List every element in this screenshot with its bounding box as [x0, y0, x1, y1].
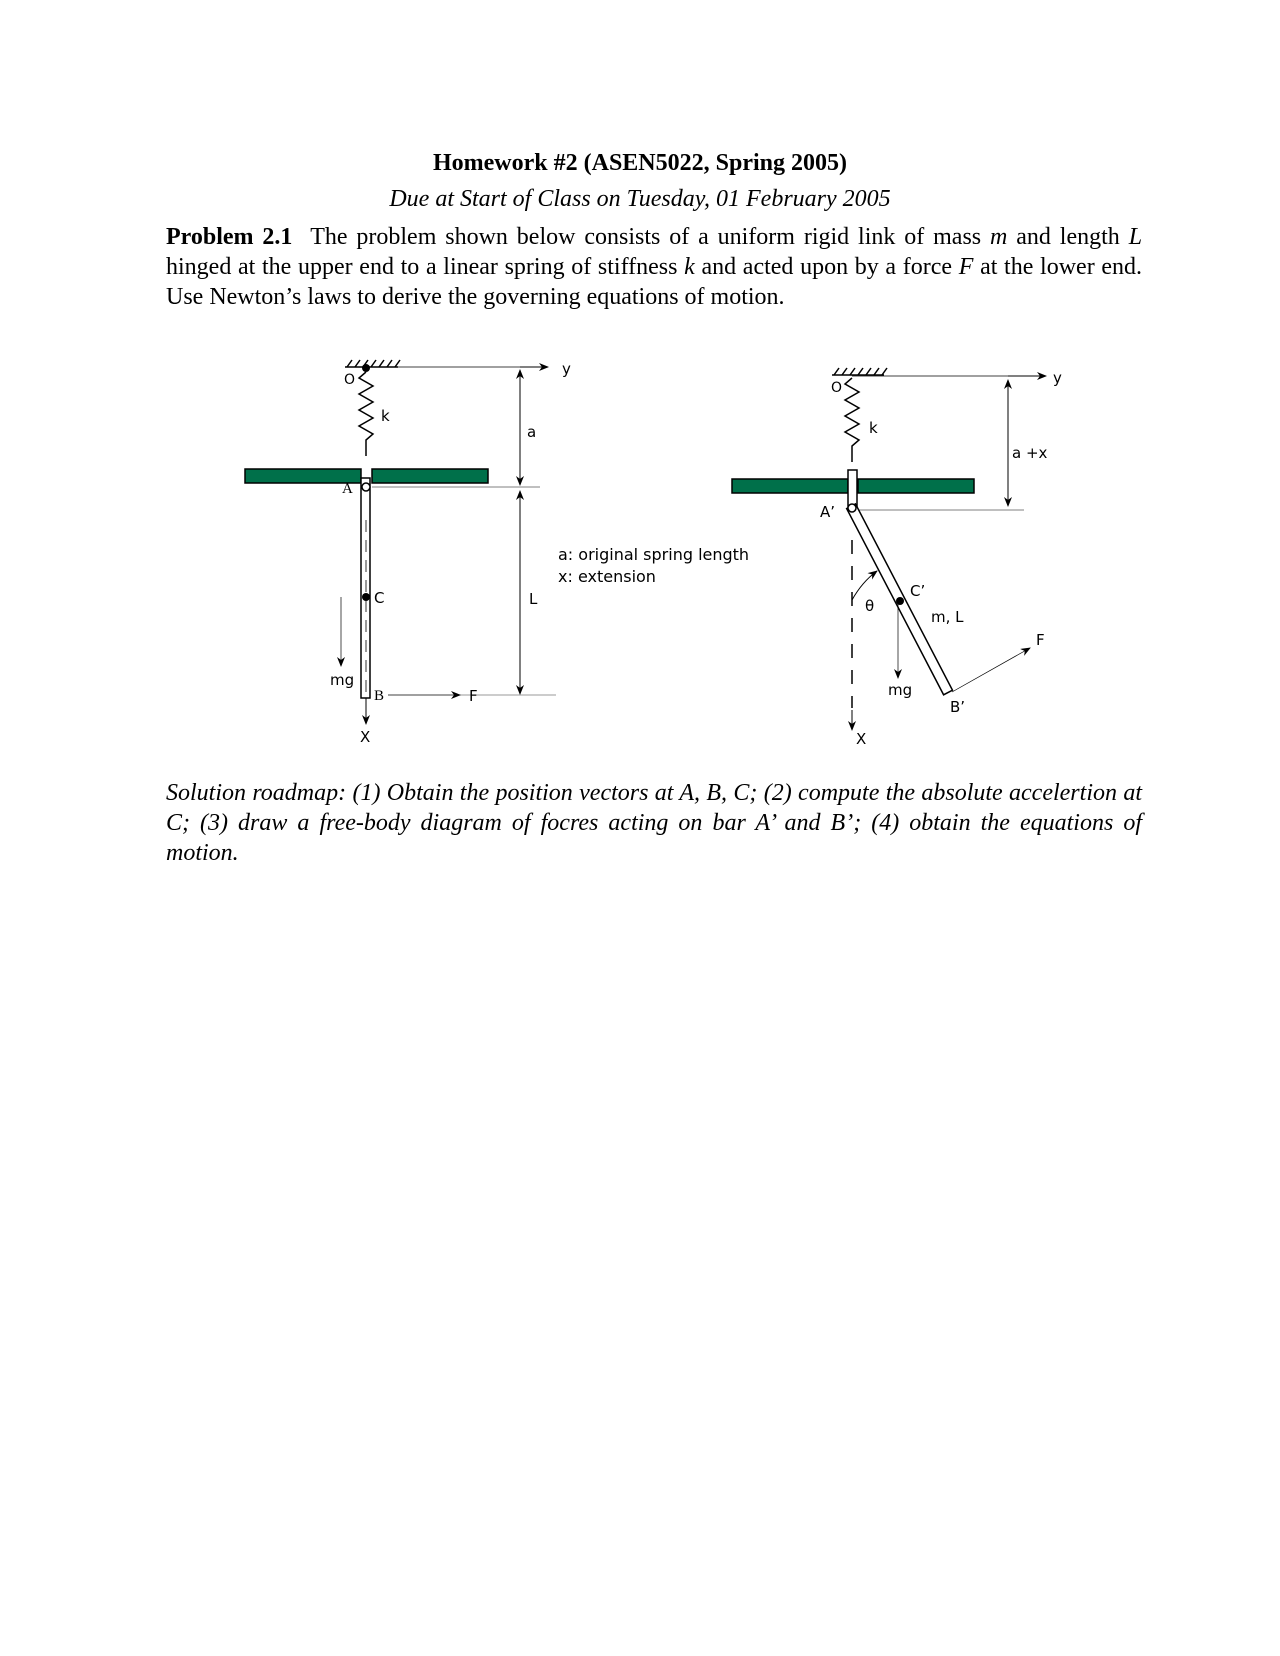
right-x-label: X — [856, 730, 867, 748]
due-date: Due at Start of Class on Tuesday, 01 February 2005 — [389, 186, 891, 212]
right-center-c — [896, 597, 904, 605]
var-F: F — [958, 254, 974, 280]
var-k: k — [684, 254, 695, 280]
right-diagram — [732, 368, 1062, 748]
left-k-label: k — [381, 407, 390, 425]
problem-text-2: and length — [1016, 224, 1120, 250]
left-b-label: B — [374, 688, 385, 704]
problem-statement — [166, 222, 1142, 312]
page-title: Homework #2 (ASEN5022, Spring 2005) — [432, 150, 847, 176]
right-o-label: O — [831, 380, 843, 396]
problem-text-1: The problem shown below consists of a uniform rigid link of mass — [310, 224, 982, 250]
left-c-label: C — [374, 589, 385, 607]
right-guide-wall-right — [858, 479, 974, 493]
left-dim-a-label: a — [527, 423, 537, 441]
left-f-label: F — [469, 687, 478, 705]
right-force-f-arrow — [952, 648, 1030, 692]
left-hinge-a — [362, 483, 370, 491]
right-b-label: B’ — [950, 698, 966, 716]
right-y-label: y — [1053, 369, 1062, 387]
right-a-point-label: A’ — [820, 503, 836, 521]
right-theta-arc — [852, 571, 877, 600]
left-diagram — [245, 360, 571, 746]
right-ml-label: m, L — [931, 608, 964, 626]
left-mg-label: mg — [330, 671, 355, 689]
right-f-label: F — [1036, 631, 1045, 649]
left-y-label: y — [562, 360, 571, 378]
left-spring — [359, 372, 373, 456]
left-x-label: X — [360, 728, 371, 746]
problem-text-4: and acted upon by a force — [701, 254, 953, 280]
var-L: L — [1128, 224, 1143, 250]
left-o-label: O — [344, 372, 356, 388]
legend-line-2: x: extension — [558, 567, 656, 586]
right-hinge-a — [848, 504, 856, 512]
problem-text-5: at the lower end. Use Newton’s laws to derive the governing equations of motion. — [166, 254, 1143, 310]
left-ceiling — [345, 360, 400, 367]
mechanism-figure — [0, 340, 1280, 760]
problem-text-3: hinged at the upper end to a linear spring of stiffness — [166, 254, 678, 280]
right-theta-label: θ — [865, 597, 875, 615]
legend-line-1: a: original spring length — [558, 545, 750, 564]
left-dim-l-label: L — [529, 590, 538, 608]
right-guide-wall-left — [732, 479, 848, 493]
right-spring — [845, 378, 859, 462]
left-guide-wall-right — [372, 469, 488, 483]
right-k-label: k — [869, 419, 878, 437]
problem-label: Problem 2.1 — [166, 224, 293, 250]
solution-roadmap: Solution roadmap: (1) Obtain the position vectors at A, B, C; (2) compute the absolute accelertion at C; (3) draw a free-body diagram of focres acting on bar A’ and B’; (4) obtain the equations of motion. — [166, 780, 1142, 866]
left-rigid-link — [361, 478, 370, 698]
right-mg-label: mg — [888, 681, 913, 699]
left-a-point-label: A — [342, 481, 353, 497]
right-dim-ax-label: a +x — [1012, 444, 1048, 462]
right-ceiling — [832, 368, 887, 375]
right-c-label: C’ — [910, 582, 926, 600]
left-pivot-o — [362, 364, 370, 372]
var-m: m — [990, 224, 1008, 250]
left-center-c — [362, 593, 370, 601]
